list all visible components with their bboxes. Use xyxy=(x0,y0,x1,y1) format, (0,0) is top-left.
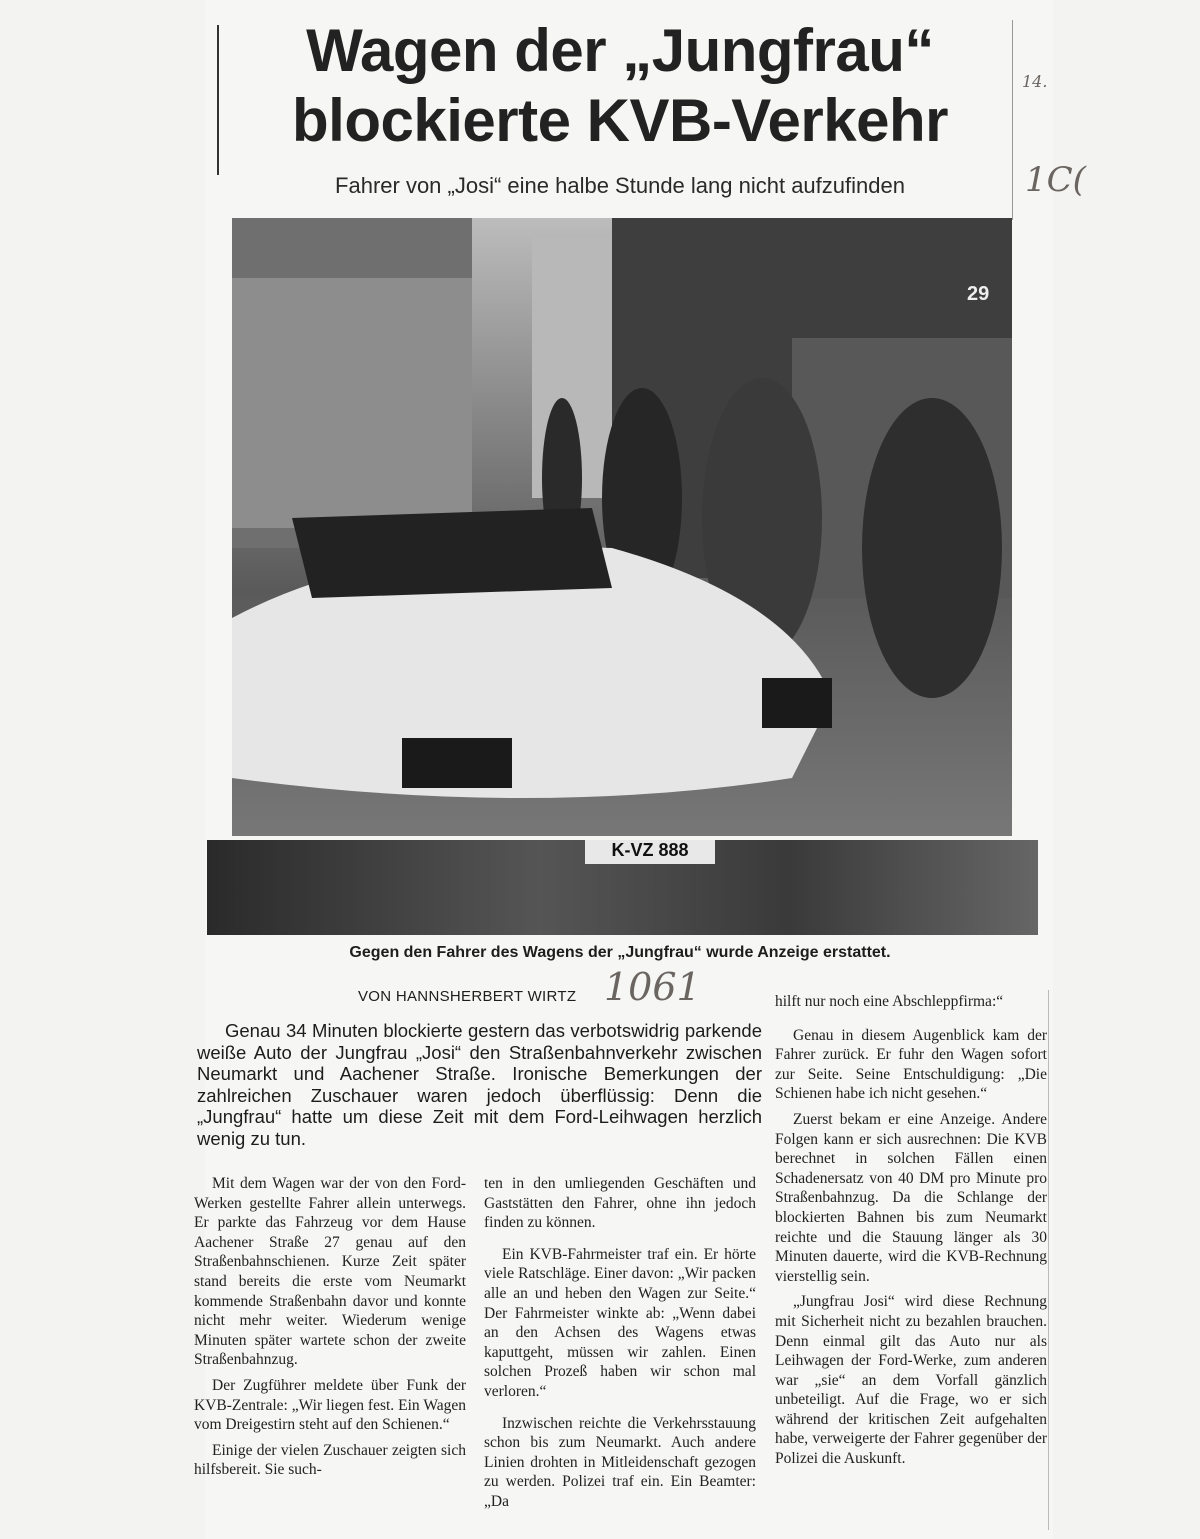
news-photo xyxy=(232,218,1012,836)
column-rule xyxy=(1048,990,1049,1530)
article-column-2 xyxy=(484,1174,756,1518)
byline: VON HANNSHERBERT WIRTZ xyxy=(358,988,577,1005)
article-column-1 xyxy=(194,1174,466,1486)
paragraph: Ein KVB-Fahrmeister traf ein. Er hörte viele Ratschläge. Einer davon: „Wir packen alle an und heben den Wagen zur Seite.“ Der Fahrmeister winkte ab: „Wenn dabei an den Achsen des Wagens etwas kaputtgeht, müssen wir zahlen. Einen solchen Prozeß haben wir schon mal verloren.“ xyxy=(484,1245,756,1400)
lead-paragraph xyxy=(197,1020,762,1149)
subtitle: Fahrer von „Josi“ eine halbe Stunde lang nicht aufzufinden xyxy=(335,173,905,198)
article-column-3 xyxy=(775,992,1047,1475)
paragraph: Der Zugführer meldete über Funk der KVB-Zentrale: „Wir liegen fest. Ein Wagen vom Dreigestirn steht auf den Schienen.“ xyxy=(194,1376,466,1434)
photo-caption: Gegen den Fahrer des Wagens der „Jungfrau“ wurde Anzeige erstattet. xyxy=(349,944,891,961)
headline-line2: blockierte KVB-Verkehr xyxy=(292,87,948,154)
paragraph: Inzwischen reichte die Verkehrsstauung schon bis zum Neumarkt. Auch andere Linien drohten in Mitleidenschaft gezogen zu werden. Polizei traf ein. Ein Beamter: „Da xyxy=(484,1414,756,1510)
handwritten-note: 1C( xyxy=(1025,160,1086,200)
headline-line1: Wagen der „Jungfrau“ xyxy=(306,17,934,84)
paragraph: Genau in diesem Augenblick kam der Fahrer zurück. Er fuhr den Wagen sofort zur Seite. Seine Entschuldigung: „Die Schienen habe ich nicht gesehen.“ xyxy=(775,1026,1047,1103)
lead-text: Genau 34 Minuten blockierte gestern das verbotswidrig parkende weiße Auto der Jungfrau „Josi“ den Straßenbahnverkehr zwischen Neumarkt und Aachener Straße. Ironische Bemerkungen der zahlreichen Zuschauer waren jedoch überflüssig: Denn die „Jungfrau“ hatte um diese Zeit mit dem Ford-Leihwagen herzlich wenig zu tun. xyxy=(197,1020,762,1149)
clipping-edge xyxy=(217,25,219,175)
handwritten-note: 14. xyxy=(1022,72,1048,91)
paragraph: „Jungfrau Josi“ wird diese Rechnung mit Sicherheit nicht zu bezahlen brauchen. Denn einmal gilt das Auto nur als Leihwagen der Ford-Werke, zum anderen war „sie“ an dem Vorfall gänzlich unbeteiligt. Auf die Frage, wo er sich während der kritischen Zeit aufgehalten habe, verweigerte der Fahrer gegenüber der Polizei die Auskunft. xyxy=(775,1293,1047,1468)
paragraph: Zuerst bekam er eine Anzeige. Andere Folgen kann er sich ausrechnen: Die KVB berechnet in solchen Fällen einen Schadenersatz von 40 DM pro Minute pro Straßenbahnzug. Da die Schlange der blockierten Bahnen bis zum Neumarkt reichte und die Stauung länger als 30 Minuten dauerte, wird die KVB-Rechnung vierstellig sein. xyxy=(775,1110,1047,1285)
paragraph: Einige der vielen Zuschauer zeigten sich hilfsbereit. Sie such- xyxy=(194,1441,466,1479)
handwritten-note: 1061 xyxy=(604,965,701,1009)
photo-street-scene xyxy=(232,218,1012,836)
paragraph: Mit dem Wagen war der von den Ford-Werken gestellte Fahrer allein unterwegs. Er parkte das Fahrzeug vor dem Hause Aachener Straße 27 genau auf den Straßenbahnschienen. Kurze Zeit später stand bereits die erste vom Neumarkt kommende Straßenbahn davor und konnte nicht mehr weiter. Wiederum wenige Minuten später wartete schon der zweite Straßenbahnzug. xyxy=(194,1175,466,1369)
shop-number: 29 xyxy=(967,283,990,305)
news-photo-bottom xyxy=(207,840,1038,935)
paragraph: hilft nur noch eine Abschleppfirma:“ xyxy=(775,993,1004,1010)
license-plate: K-VZ 888 xyxy=(585,840,715,864)
paragraph: ten in den umliegenden Geschäften und Gaststätten den Fahrer, ohne ihn jedoch finden zu können. xyxy=(484,1175,756,1232)
